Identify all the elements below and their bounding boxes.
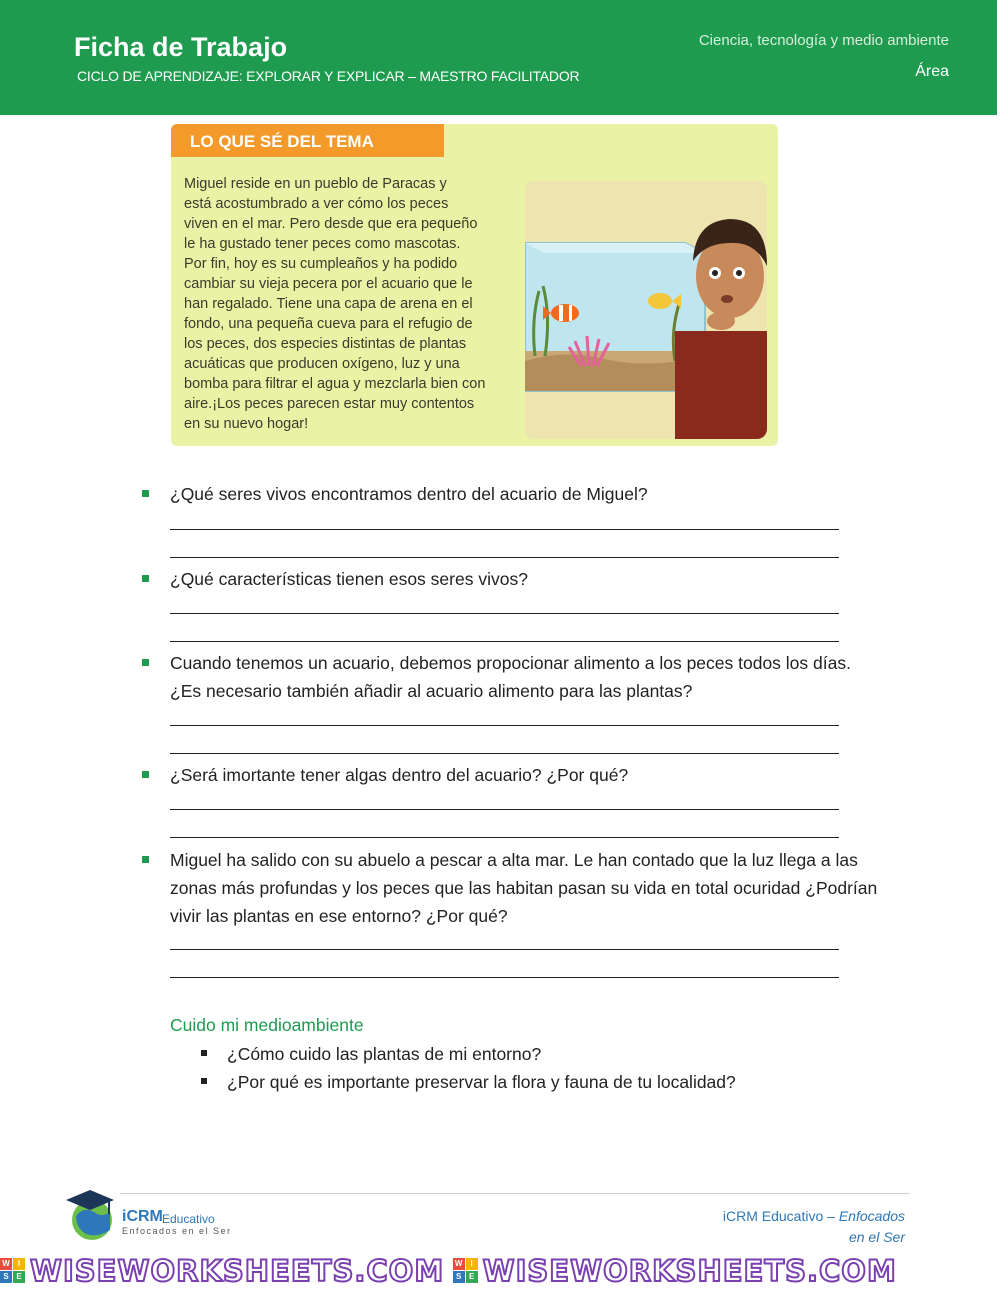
answer-line[interactable] (170, 977, 839, 978)
answer-line[interactable] (170, 529, 839, 530)
story-line: cambiar su vieja pecera por el acuario que le (184, 276, 473, 292)
question-text: ¿Qué seres vivos encontramos dentro del acuario de Miguel? (170, 484, 648, 504)
answer-line[interactable] (170, 725, 839, 726)
logo-brand: iCRM (122, 1208, 163, 1225)
question-text: ¿Será imortante tener algas dentro del acuario? ¿Por qué? (170, 765, 629, 785)
answer-line[interactable] (170, 809, 839, 810)
footer-brand-em: Enfocados (838, 1208, 905, 1224)
answer-line[interactable] (170, 613, 839, 614)
square-bullet-icon (201, 1050, 207, 1056)
reading-box (171, 124, 778, 446)
story-line: Miguel reside en un pueblo de Paracas y (184, 176, 447, 192)
answer-line[interactable] (170, 949, 839, 950)
footer-brand: iCRM Educativo – (722, 1208, 835, 1224)
watermark-banner (0, 1254, 1000, 1291)
bullet-icon (142, 659, 149, 666)
story-line: acuáticas que producen oxígeno, luz y una (184, 356, 460, 372)
page-header (0, 0, 997, 115)
story-line: han regalado. Tiene una capa de arena en el (184, 296, 473, 312)
footer-brand-line (723, 1208, 905, 1224)
logo-brand-small: Educativo (162, 1212, 215, 1226)
environment-item (201, 1044, 541, 1065)
question-text: ¿Es necesario también añadir al acuario alimento para las plantas? (170, 681, 693, 701)
reading-tag-text: LO QUE SÉ DEL TEMA (190, 132, 374, 151)
bullet-icon (142, 771, 149, 778)
reading-story (184, 174, 522, 434)
environment-title: Cuido mi medioambiente (170, 1015, 364, 1035)
page-title: Ficha de Trabajo (74, 32, 288, 62)
story-line: está acostumbrado a ver cómo los peces (184, 196, 449, 212)
answer-line[interactable] (170, 837, 839, 838)
question-text: Miguel ha salido con su abuelo a pescar a alta mar. Le han contado que la luz llega a las (170, 850, 858, 870)
question-text: Cuando tenemos un acuario, debemos propocionar alimento a los peces todos los días. (170, 653, 851, 673)
aquarium-illustration (525, 181, 767, 439)
story-line: aire.¡Los peces parecen estar muy contentos (184, 396, 475, 412)
square-bullet-icon (201, 1078, 207, 1084)
story-line: viven en el mar. Pero desde que era pequeño (184, 216, 478, 232)
story-line: fondo, una pequeña cueva para el refugio de (184, 316, 473, 332)
logo-tagline: Enfocados en el Ser (122, 1226, 232, 1236)
icrm-logo (62, 1186, 262, 1246)
question-text: vivir las plantas en ese entorno? ¿Por qué? (170, 906, 508, 926)
answer-line[interactable] (170, 753, 839, 754)
environment-item-text: ¿Cómo cuido las plantas de mi entorno? (227, 1044, 542, 1064)
story-line: Por fin, hoy es su cumpleaños y ha podido (184, 256, 458, 272)
question-text: zonas más profundas y los peces que las habitan pasan su vida en total ocuridad ¿Podrían (170, 878, 878, 898)
reading-tag (171, 124, 444, 157)
story-line: los peces, dos especies distintas de plantas (184, 336, 467, 352)
watermark-text: WISEWORKSHEETS.COM (482, 1254, 897, 1288)
bullet-icon (142, 856, 149, 863)
watermark-badge-icon: W I S E (453, 1258, 479, 1284)
bullet-icon (142, 575, 149, 582)
answer-line[interactable] (170, 641, 839, 642)
graduation-globe-icon (62, 1186, 118, 1242)
question-text: ¿Qué características tienen esos seres vivos? (170, 569, 528, 589)
environment-item-text: ¿Por qué es importante preservar la flora y fauna de tu localidad? (227, 1072, 736, 1092)
page-subtitle: CICLO DE APRENDIZAJE: EXPLORAR Y EXPLICAR – MAESTRO FACILITADOR (77, 68, 580, 84)
story-line: en su nuevo hogar! (184, 416, 309, 432)
subject-area-label: Área (915, 63, 949, 80)
story-line: bomba para filtrar el agua y mezclarla bien con (184, 376, 486, 392)
watermark-badge-icon: W I S E (0, 1258, 26, 1284)
environment-item (201, 1072, 736, 1093)
story-line: le ha gustado tener peces como mascotas. (184, 236, 461, 252)
watermark-text: WISEWORKSHEETS.COM (30, 1254, 445, 1288)
answer-line[interactable] (170, 557, 839, 558)
footer-brand-line-2: en el Ser (848, 1229, 905, 1245)
watermark-unit (453, 1254, 897, 1288)
bullet-icon (142, 490, 149, 497)
subject-area-name: Ciencia, tecnología y medio ambiente (698, 32, 949, 49)
watermark-unit (0, 1254, 444, 1288)
